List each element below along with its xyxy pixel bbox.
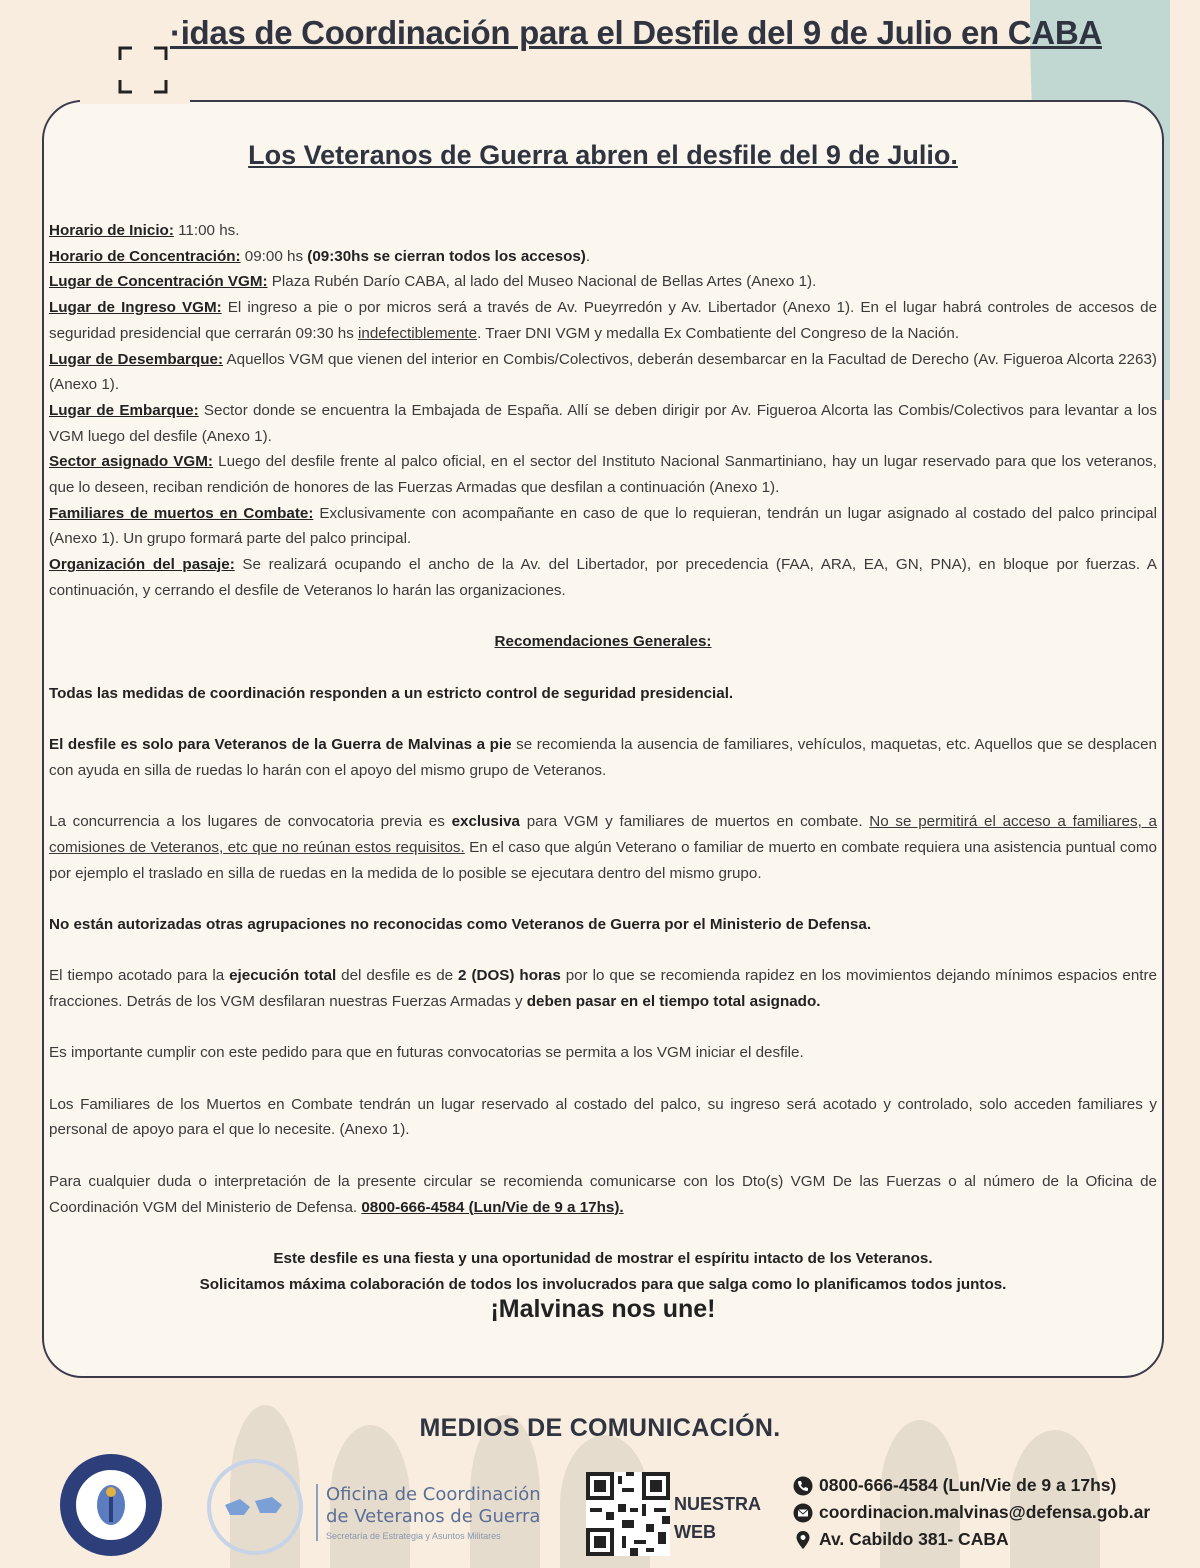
qr-code[interactable] — [586, 1472, 670, 1556]
recommendation-7: Los Familiares de los Muertos en Combate tendrán un lugar reservado al costado del palco, su ingreso será acotado y controlado, solo acceden familiares y personal de apoyo para el que lo necesite. (Anexo 1). — [49, 1095, 1157, 1139]
item-lugar-ingreso: Lugar de Ingreso VGM: El ingreso a pie o por micros será a través de Av. Pueyrredón y Av. Libertador (Anexo 1). En el lugar habrá controles de accesos de seguridad presidencial que cerrarán 09:30 hs indefectiblemente. Traer DNI VGM y medalla Ex Combatiente del Congreso de la Nación. — [49, 299, 1158, 342]
item-lugar-concentracion: Lugar de Concentración VGM: Plaza Rubén Darío CABA, al lado del Museo Nacional de Bellas Artes (Anexo 1). — [49, 273, 817, 291]
ministry-seal-logo — [58, 1452, 164, 1558]
item-horario-concentracion: Horario de Concentración: 09:00 hs (09:30hs se cierran todos los accesos). — [49, 247, 591, 265]
recommendation-2: El desfile es solo para Veteranos de la Guerra de Malvinas a pie se recomienda la ausencia de familiares, vehículos, maquetas, etc. Aquellos que se desplacen con ayuda en silla de ruedas lo harán con el apoyo del mismo grupo de Veteranos. — [49, 736, 1157, 779]
contact-phone[interactable]: 0800-666-4584 (Lun/Vie de 9 a 17hs) — [793, 1472, 1150, 1499]
recommendation-5: El tiempo acotado para la ejecución total del desfile es de 2 (DOS) horas por lo que se recomienda rapidez en los movimientos dejando mínimos espacios entre fracciones. Detrás de los VGM desfilaran nuestras Fuerzas Armadas y deben pasar en el tiempo total asignado. — [49, 967, 1157, 1010]
recommendation-4: No están autorizadas otras agrupaciones no reconocidas como Veteranos de Guerra por el Ministerio de Defensa. — [49, 915, 872, 933]
recommendation-6: Es importante cumplir con este pedido para que en futuras convocatorias se permita a los VGM iniciar el desfile. — [49, 1044, 804, 1062]
recommendation-1: Todas las medidas de coordinación responden a un estricto control de seguridad presidencial. — [49, 684, 734, 702]
contact-list — [793, 1472, 1150, 1553]
item-sector-asignado: Sector asignado VGM: Luego del desfile frente al palco oficial, en el sector del Instituto Nacional Sanmartiniano, hay un lugar reservado para que los veteranos, que lo deseen, reciban rendición de honores de las Fuerzas Armadas que desfilan a continuación (Anexo 1). — [49, 453, 1157, 497]
item-familiares-muertos: Familiares de muertos en Combate: Exclusivamente con acompañante en caso de que lo requieran, tendrán un lugar asignado al costado del palco principal (Anexo 1). Un grupo formará parte del palco principal. — [49, 504, 1157, 548]
recommendation-8: Para cualquier duda o interpretación de la presente circular se recomienda comunicarse con los Dto(s) VGM De las Fuerzas o al número de la Oficina de Coordinación VGM del Ministerio de Defensa. 0800-666-4584 (Lun/Vie de 9 a 17hs). — [49, 1172, 1157, 1216]
item-lugar-embarque: Lugar de Embarque: Sector donde se encuentra la Embajada de España. Allí se deben dirigir por Av. Figueroa Alcorta las Combis/Colectivos para levantar a los VGM luego del desfile (Anexo 1). — [49, 401, 1157, 445]
location-pin-icon — [793, 1530, 813, 1550]
office-islands-logo — [200, 1455, 310, 1560]
recommendation-3: La concurrencia a los lugares de convocatoria previa es exclusiva para VGM y familiares de muertos en combate. No se permitirá el acceso a familiares, a comisiones de Veteranos, etc que no reúnan estos requisitos. En el caso que algún Veterano o familiar de muerto en combate requiera una asistencia puntual como por ejemplo el traslado en silla de ruedas en la medida de lo posible se ejecutara dentro del mismo grupo. — [49, 813, 1157, 882]
contact-email[interactable]: coordinacion.malvinas@defensa.gob.ar — [793, 1499, 1150, 1526]
item-horario-inicio: Horario de Inicio: 11:00 hs. — [49, 222, 240, 239]
contact-address[interactable]: Av. Cabildo 381- CABA — [793, 1526, 1150, 1553]
recommendations-heading: Recomendaciones Generales: — [494, 633, 712, 651]
web-label: NUESTRA WEB — [674, 1494, 762, 1542]
closing-line-2: Solicitamos máxima colaboración de todos los involucrados para que salga como lo planificamos todos juntos. — [199, 1275, 1007, 1293]
item-organizacion-pasaje: Organización del pasaje: Se realizará ocupando el ancho de la Av. del Libertador, por precedencia (FAA, ARA, EA, GN, PNA), en bloque por fuerzas. A continuación, y cerrando el desfile de Veteranos lo harán las organizaciones. — [49, 556, 1157, 599]
office-name: Oficina de Coordinación de Veteranos de Guerra Secretaría de Estrategia y Asuntos Militares — [316, 1484, 541, 1541]
phone-icon — [793, 1476, 813, 1496]
closing-line-1: Este desfile es una fiesta y una oportunidad de mostrar el espíritu intacto de los Veteranos. — [273, 1249, 933, 1267]
card-title: Los Veteranos de Guerra abren el desfile del 9 de Julio. — [248, 140, 958, 170]
item-lugar-desembarque: Lugar de Desembarque: Aquellos VGM que vienen del interior en Combis/Colectivos, deberán desembarcar en la Facultad de Derecho (Av. Figueroa Alcorta 2263) (Anexo 1). — [49, 350, 1157, 394]
slogan: ¡Malvinas nos une! — [490, 1295, 716, 1324]
footer-title: MEDIOS DE COMUNICACIÓN. — [419, 1414, 781, 1442]
circular-content — [49, 218, 1157, 1323]
page-title: ·idas de Coordinación para el Desfile del 9 de Julio en CABA — [170, 14, 1102, 51]
email-icon — [793, 1503, 813, 1523]
expand-icon[interactable] — [118, 46, 168, 94]
